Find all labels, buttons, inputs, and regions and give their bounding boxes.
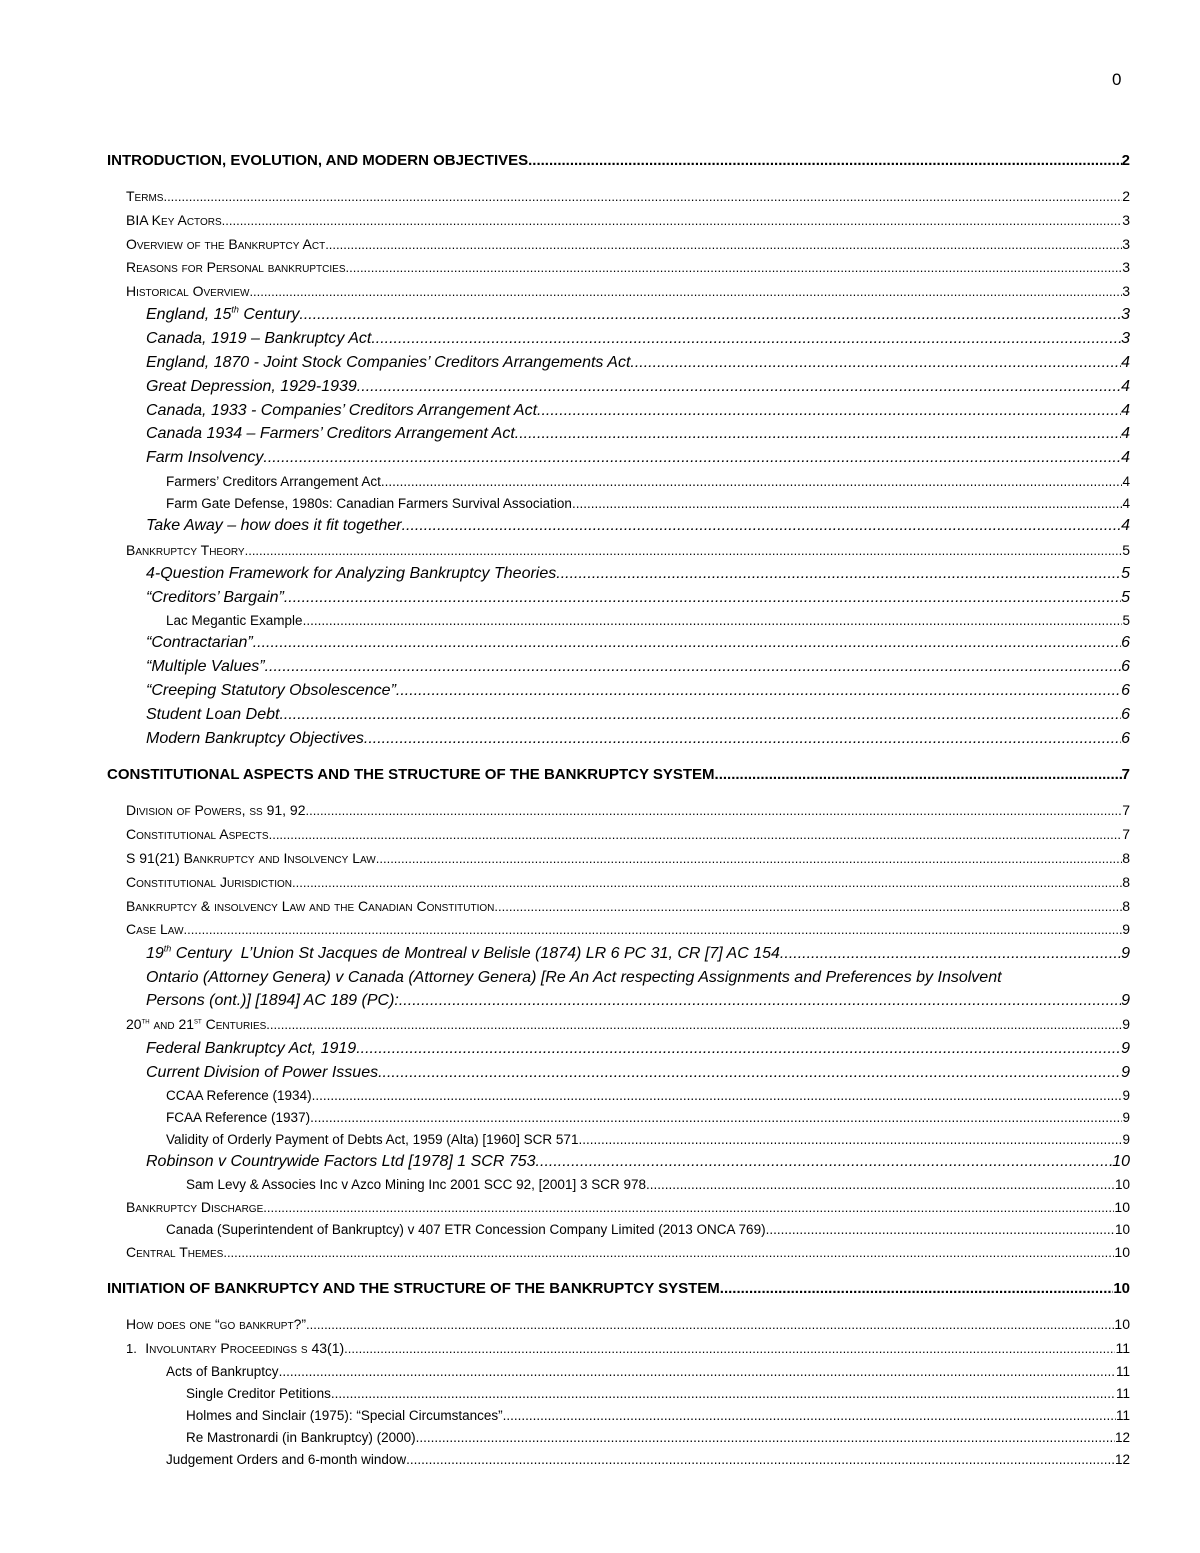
toc-entry[interactable] — [126, 1244, 1130, 1260]
toc-entry-page: 10 — [1113, 1280, 1130, 1297]
toc-entry-title: Terms — [126, 188, 164, 204]
toc-leader-dots — [556, 565, 1121, 583]
toc-leader-dots — [331, 1386, 1116, 1401]
toc-entry-title: S 91(21) Bankruptcy and Insolvency Law — [126, 850, 376, 866]
toc-entry[interactable] — [146, 730, 1130, 748]
toc-entry[interactable] — [126, 283, 1130, 299]
toc-entry-title: Farm Gate Defense, 1980s: Canadian Farmers Survival Association — [166, 496, 572, 511]
toc-leader-dots — [357, 378, 1121, 396]
toc-entry-page: 2 — [1121, 152, 1130, 169]
toc-leader-dots — [780, 945, 1121, 963]
toc-leader-dots — [306, 803, 1123, 818]
toc-entry[interactable] — [146, 589, 1130, 607]
toc-entry[interactable] — [126, 850, 1130, 866]
toc-entry[interactable] — [126, 542, 1130, 558]
toc-leader-dots — [396, 682, 1121, 700]
toc-entry[interactable] — [146, 449, 1130, 467]
toc-leader-dots — [303, 613, 1123, 628]
toc-leader-dots — [371, 330, 1121, 348]
toc-leader-dots — [245, 543, 1123, 558]
toc-entry-title: Canada, 1919 – Bankruptcy Act — [146, 330, 372, 347]
toc-entry-title: Canada, 1933 - Companies’ Creditors Arrangement Act — [146, 402, 538, 419]
toc-entry-title: Take Away – how does it fit together — [146, 517, 402, 534]
toc-leader-dots — [263, 449, 1121, 467]
toc-entry[interactable] — [126, 1316, 1130, 1332]
toc-entry-title: Ontario (Attorney Genera) v Canada (Attorney Genera) [Re An Act respecting Assignments and Preferences by Insolvent — [146, 969, 1002, 986]
toc-entry[interactable] — [126, 236, 1130, 252]
toc-entry-page: 9 — [1122, 1088, 1130, 1103]
toc-entry-title: England, 1870 - Joint Stock Companies’ Creditors Arrangements Act — [146, 354, 631, 371]
toc-entry[interactable] — [126, 259, 1130, 275]
toc-leader-dots — [381, 474, 1123, 489]
toc-entry-title: Validity of Orderly Payment of Debts Act, 1959 (Alta) [1960] SCR 571 — [166, 1132, 579, 1147]
toc-leader-dots — [766, 1222, 1115, 1237]
toc-entry-page: 11 — [1115, 1386, 1130, 1401]
toc-entry-page: 9 — [1121, 1040, 1130, 1057]
toc-entry-title: Student Loan Debt — [146, 706, 280, 723]
toc-entry-page: 4 — [1122, 496, 1130, 511]
toc-entry-title: Federal Bankruptcy Act, 1919 — [146, 1040, 357, 1057]
toc-leader-dots — [399, 992, 1121, 1010]
toc-entry-page: 3 — [1121, 306, 1130, 323]
toc-leader-dots — [263, 1200, 1114, 1215]
toc-entry-page: 12 — [1114, 1452, 1130, 1467]
toc-entry[interactable] — [146, 565, 1130, 583]
toc-entry[interactable] — [146, 425, 1130, 443]
toc-entry-page: 11 — [1115, 1408, 1130, 1423]
toc-leader-dots — [646, 1177, 1115, 1192]
toc-entry-title: Constitutional Aspects — [126, 826, 269, 842]
toc-entry[interactable] — [186, 1408, 1130, 1423]
toc-entry[interactable] — [146, 992, 1130, 1010]
toc-entry-title: Sam Levy & Associes Inc v Azco Mining Inc 2001 SCC 92, [2001] 3 SCR 978 — [186, 1177, 646, 1192]
toc-leader-dots — [306, 1317, 1114, 1332]
toc-leader-dots — [494, 899, 1122, 914]
toc-entry[interactable] — [146, 306, 1130, 324]
toc-leader-dots — [284, 589, 1121, 607]
toc-leader-dots — [720, 1280, 1114, 1297]
toc-entry-title: Bankruptcy Theory — [126, 542, 245, 558]
toc-entry-page: 10 — [1112, 1153, 1130, 1170]
toc-entry[interactable] — [126, 1199, 1130, 1215]
toc-leader-dots — [528, 152, 1122, 169]
toc-leader-dots — [222, 213, 1123, 228]
toc-leader-dots — [310, 1110, 1122, 1125]
toc-entry-page: 3 — [1122, 283, 1130, 299]
toc-entry-title: CCAA Reference (1934) — [166, 1088, 312, 1103]
toc-leader-dots — [346, 260, 1123, 275]
toc-entry-page: 11 — [1115, 1340, 1130, 1356]
toc-entry-title: Single Creditor Petitions — [186, 1386, 331, 1401]
toc-entry-page: 4 — [1121, 402, 1130, 419]
toc-entry-page: 4 — [1122, 474, 1130, 489]
toc-entry-title: 20th and 21st Centuries — [126, 1015, 267, 1032]
toc-entry[interactable] — [126, 874, 1130, 890]
toc-entry-title: Canada 1934 – Farmers’ Creditors Arrangement Act — [146, 425, 515, 442]
toc-entry-title: Lac Megantic Example — [166, 613, 303, 628]
toc-entry-title: 19th Century L’Union St Jacques de Montreal v Belisle (1874) LR 6 PC 31, CR [7] AC 154 — [146, 943, 780, 962]
toc-entry[interactable] — [146, 706, 1130, 724]
toc-entry-title: 4-Question Framework for Analyzing Bankruptcy Theories — [146, 565, 557, 582]
toc-leader-dots — [184, 922, 1123, 937]
toc-leader-dots — [402, 517, 1122, 535]
toc-leader-dots — [378, 1064, 1121, 1082]
toc-entry[interactable] — [166, 1452, 1130, 1467]
toc-entry[interactable] — [186, 1177, 1130, 1192]
toc-entry[interactable] — [126, 802, 1130, 818]
toc-leader-dots — [406, 1452, 1115, 1467]
toc-entry[interactable] — [166, 1132, 1130, 1147]
toc-entry[interactable] — [126, 826, 1130, 842]
toc-leader-dots — [416, 1430, 1115, 1445]
toc-entry-page: 5 — [1121, 589, 1130, 606]
toc-leader-dots — [537, 402, 1121, 420]
toc-entry-title: “Multiple Values” — [146, 658, 265, 675]
toc-leader-dots — [266, 1017, 1122, 1032]
toc-entry-title: Involuntary Proceedings s 43(1) — [145, 1340, 345, 1356]
toc-entry[interactable] — [166, 1088, 1130, 1103]
toc-leader-dots — [265, 658, 1122, 676]
toc-entry-title: Overview of the Bankruptcy Act — [126, 236, 326, 252]
toc-entry[interactable] — [166, 496, 1130, 511]
toc-entry-page: 6 — [1121, 730, 1130, 747]
toc-entry[interactable] — [146, 1040, 1130, 1058]
toc-leader-dots — [249, 284, 1122, 299]
toc-entry-title: Holmes and Sinclair (1975): “Special Circumstances” — [186, 1408, 503, 1423]
toc-entry[interactable] — [166, 1364, 1130, 1379]
toc-entry[interactable] — [166, 474, 1130, 489]
toc-entry-page: 9 — [1121, 992, 1130, 1009]
toc-entry[interactable] — [126, 1340, 1130, 1356]
toc-leader-dots — [376, 851, 1122, 866]
toc-entry-title: FCAA Reference (1937) — [166, 1110, 311, 1125]
toc-entry-page: 7 — [1121, 766, 1130, 783]
toc-entry[interactable] — [146, 1153, 1130, 1171]
toc-entry[interactable] — [126, 188, 1130, 204]
toc-entry-page: 10 — [1114, 1177, 1130, 1192]
toc-leader-dots — [356, 1040, 1121, 1058]
page-number: 0 — [1112, 70, 1122, 89]
toc-leader-dots — [536, 1153, 1113, 1171]
toc-entry[interactable] — [146, 402, 1130, 420]
toc-entry-title: INTRODUCTION, EVOLUTION, AND MODERN OBJECTIVES — [107, 152, 529, 169]
toc-entry[interactable] — [166, 1110, 1130, 1125]
toc-entry[interactable] — [146, 330, 1130, 348]
toc-entry-page: 9 — [1121, 945, 1130, 962]
toc-entry-page: 10 — [1114, 1316, 1130, 1332]
toc-entry-title: Farmers’ Creditors Arrangement Act — [166, 474, 381, 489]
toc-entry-page: 4 — [1121, 425, 1130, 442]
toc-entry-page: 3 — [1122, 212, 1130, 228]
toc-entry-title: Judgement Orders and 6-month window — [166, 1452, 407, 1467]
toc-entry-number: 1. — [126, 1341, 137, 1356]
toc-entry-page: 11 — [1115, 1364, 1130, 1379]
toc-entry-title: Modern Bankruptcy Objectives — [146, 730, 364, 747]
toc-entry-title: Re Mastronardi (in Bankruptcy) (2000) — [186, 1430, 416, 1445]
toc-entry-title: Constitutional Jurisdiction — [126, 874, 293, 890]
toc-entry[interactable] — [166, 613, 1130, 628]
toc-entry-page: 5 — [1121, 565, 1130, 582]
toc-entry-page: 9 — [1122, 1132, 1130, 1147]
toc-entry[interactable] — [146, 658, 1130, 676]
toc-entry-page: 8 — [1122, 898, 1130, 914]
toc-leader-dots — [364, 730, 1121, 748]
toc-entry-title: Case Law — [126, 921, 184, 937]
toc-entry[interactable] — [146, 354, 1130, 372]
toc-leader-dots — [279, 1364, 1116, 1379]
toc-entry-title: Persons (ont.)] [1894] AC 189 (PC): — [146, 992, 399, 1009]
toc-entry-page: 8 — [1122, 874, 1130, 890]
toc-entry-page: 4 — [1121, 449, 1130, 466]
toc-leader-dots — [715, 766, 1122, 783]
toc-leader-dots — [269, 827, 1123, 842]
toc-leader-dots — [344, 1341, 1115, 1356]
toc-entry-title: Bankruptcy & insolvency Law and the Canadian Constitution — [126, 898, 495, 914]
toc-entry-page: 3 — [1122, 236, 1130, 252]
toc-entry-page: 7 — [1122, 802, 1130, 818]
toc-leader-dots — [292, 875, 1122, 890]
toc-entry-page: 3 — [1122, 259, 1130, 275]
toc-entry-title: Great Depression, 1929-1939 — [146, 378, 357, 395]
toc-entry-title: “Creeping Statutory Obsolescence” — [146, 682, 396, 699]
toc-entry[interactable] — [186, 1430, 1130, 1445]
toc-entry-page: 5 — [1122, 613, 1130, 628]
toc-entry-page: 6 — [1121, 658, 1130, 675]
toc-entry-title: Acts of Bankruptcy — [166, 1364, 279, 1379]
toc-entry[interactable] — [126, 212, 1130, 228]
toc-entry[interactable] — [107, 1280, 1130, 1297]
toc-entry[interactable] — [146, 682, 1130, 700]
toc-leader-dots — [572, 496, 1123, 511]
toc-entry[interactable] — [146, 634, 1130, 652]
toc-entry[interactable] — [126, 1016, 1130, 1032]
toc-leader-dots — [503, 1408, 1116, 1423]
toc-entry-title: Farm Insolvency — [146, 449, 264, 466]
toc-entry-title: BIA Key Actors — [126, 212, 222, 228]
toc-leader-dots — [325, 237, 1122, 252]
toc-entry[interactable] — [126, 921, 1130, 937]
toc-leader-dots — [630, 354, 1121, 372]
toc-entry-page: 2 — [1122, 188, 1130, 204]
toc-entry-title: Robinson v Countrywide Factors Ltd [1978] 1 SCR 753 — [146, 1153, 536, 1170]
toc-entry-title: Division of Powers, ss 91, 92 — [126, 802, 306, 818]
toc-entry-page: 9 — [1122, 921, 1130, 937]
toc-entry-page: 12 — [1114, 1430, 1130, 1445]
toc-entry-title: England, 15th Century — [146, 304, 300, 323]
toc-entry[interactable] — [166, 1222, 1130, 1237]
toc-entry[interactable] — [107, 766, 1130, 783]
toc-leader-dots — [299, 306, 1121, 324]
toc-leader-dots — [223, 1245, 1114, 1260]
toc-entry-title: Reasons for Personal bankruptcies — [126, 259, 346, 275]
toc-leader-dots — [578, 1132, 1122, 1147]
toc-entry-title: Current Division of Power Issues — [146, 1064, 379, 1081]
toc-entry[interactable] — [146, 517, 1130, 535]
toc-entry[interactable] — [186, 1386, 1130, 1401]
toc-leader-dots — [163, 189, 1122, 204]
toc-entry[interactable] — [146, 378, 1130, 396]
toc-leader-dots — [253, 634, 1121, 652]
toc-entry-page: 4 — [1121, 354, 1130, 371]
toc-entry-page: 10 — [1114, 1199, 1130, 1215]
toc-entry-page: 4 — [1121, 517, 1130, 534]
toc-entry-title: Bankruptcy Discharge — [126, 1199, 264, 1215]
toc-entry[interactable] — [146, 945, 1130, 963]
toc-leader-dots — [312, 1088, 1123, 1103]
toc-entry[interactable] — [146, 1064, 1130, 1082]
toc-entry-page: 9 — [1121, 1064, 1130, 1081]
toc-entry-title: Central Themes — [126, 1244, 224, 1260]
toc-entry-title: “Contractarian” — [146, 634, 253, 651]
toc-entry-page: 9 — [1122, 1110, 1130, 1125]
toc-entry-page: 5 — [1122, 542, 1130, 558]
toc-entry-title: Historical Overview — [126, 283, 250, 299]
toc-entry-title: INITIATION OF BANKRUPTCY AND THE STRUCTURE OF THE BANKRUPTCY SYSTEM — [107, 1280, 720, 1297]
toc-entry-page: 6 — [1121, 634, 1130, 651]
toc-entry-page: 7 — [1122, 826, 1130, 842]
toc-entry[interactable] — [146, 969, 1130, 987]
toc-entry-page: 8 — [1122, 850, 1130, 866]
toc-entry-title: How does one “go bankrupt?” — [126, 1316, 307, 1332]
toc-entry-page: 6 — [1121, 682, 1130, 699]
toc-leader-dots — [279, 706, 1121, 724]
toc-entry-page: 4 — [1121, 378, 1130, 395]
toc-entry-page: 3 — [1121, 330, 1130, 347]
toc-entry-title: CONSTITUTIONAL ASPECTS AND THE STRUCTURE OF THE BANKRUPTCY SYSTEM — [107, 766, 715, 783]
toc-entry-page: 10 — [1114, 1244, 1130, 1260]
toc-entry-page: 6 — [1121, 706, 1130, 723]
toc-entry-title: Canada (Superintendent of Bankruptcy) v 407 ETR Concession Company Limited (2013 ONCA 769) — [166, 1222, 766, 1237]
toc-entry-page: 9 — [1122, 1016, 1130, 1032]
toc-leader-dots — [515, 425, 1121, 443]
toc-entry-title: “Creditors’ Bargain” — [146, 589, 284, 606]
toc-entry[interactable] — [126, 898, 1130, 914]
toc-entry-page: 10 — [1114, 1222, 1130, 1237]
toc-entry[interactable] — [107, 152, 1130, 169]
